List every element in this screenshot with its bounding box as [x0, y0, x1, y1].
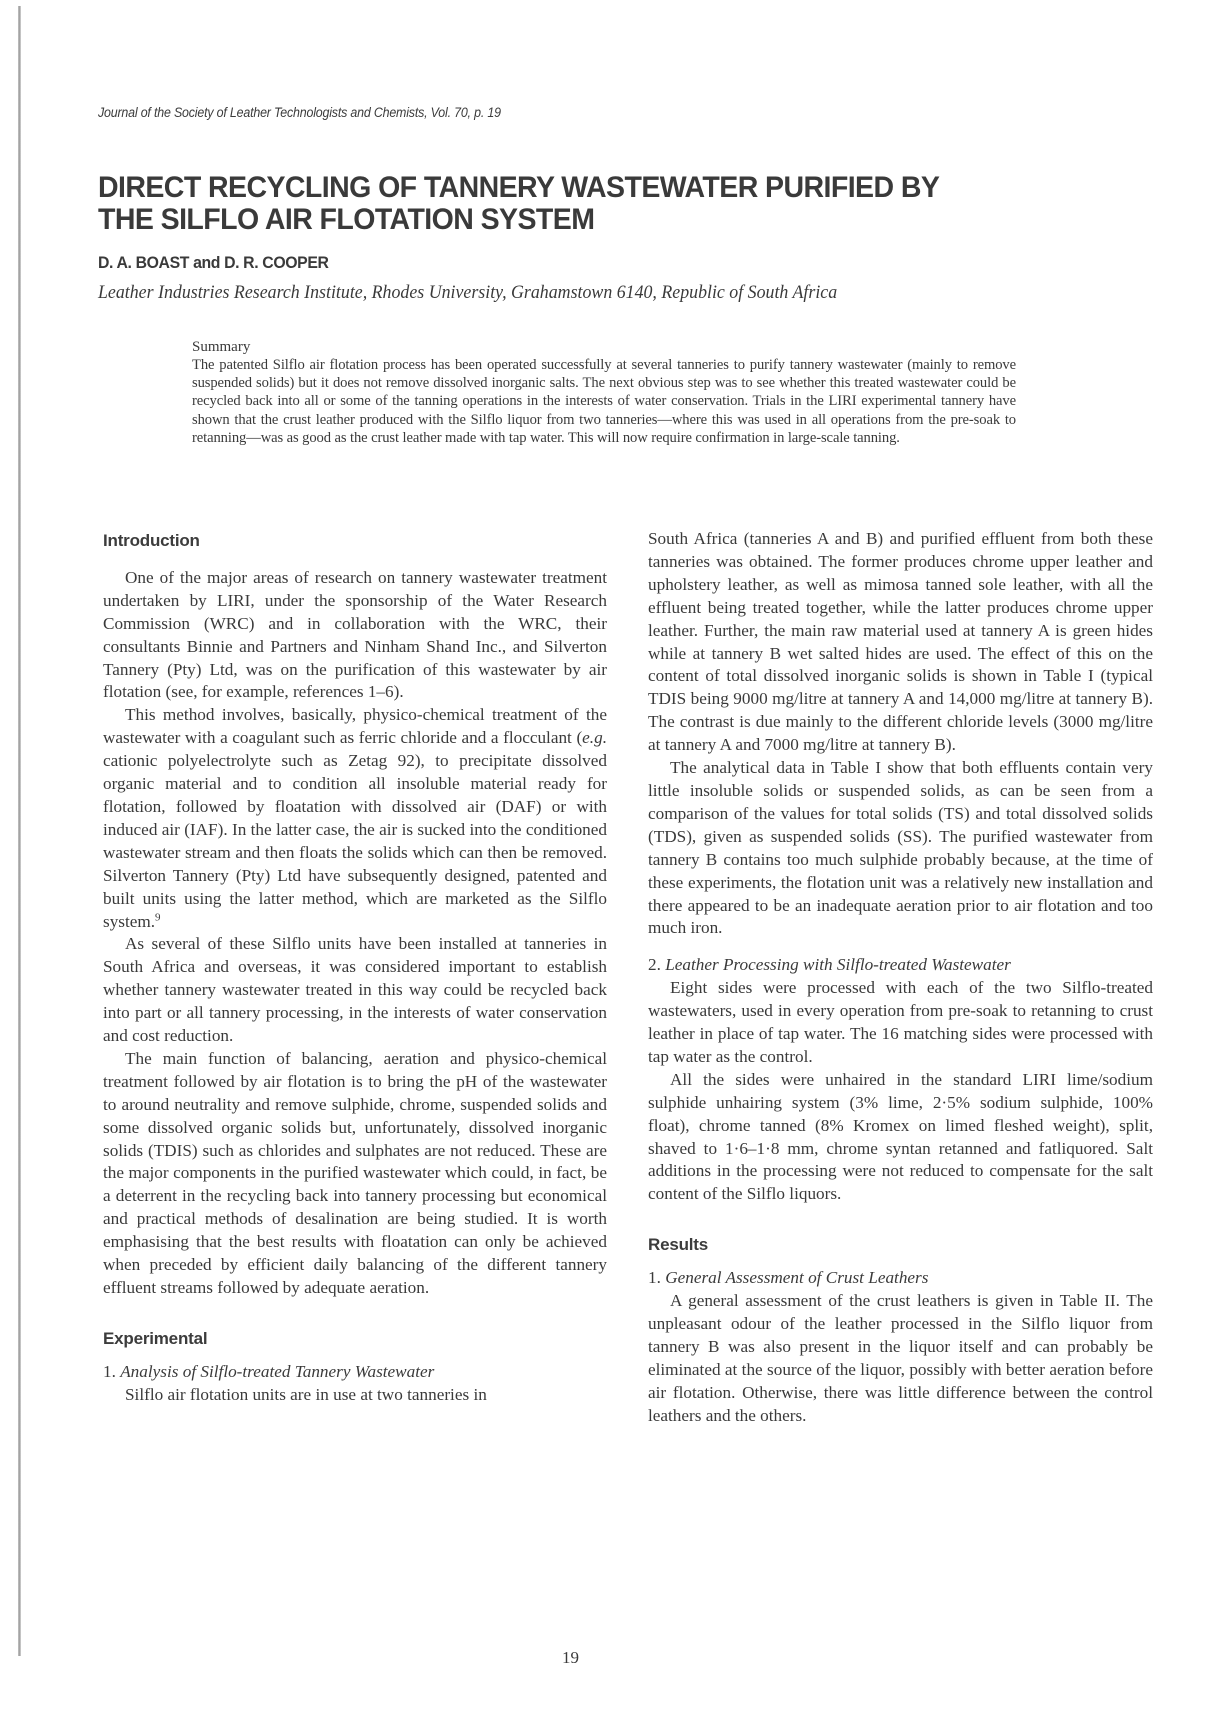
results-heading: Results: [648, 1235, 709, 1255]
intro-paragraph-2-start: This method involves, basically, physico-chemical treatment of the wastewater with a coagulant such as ferric chloride and a flocculant (: [103, 705, 607, 748]
intro-paragraph-4: The main function of balancing, aeration and physico-chemical treatment followed by air flotation is to bring the pH of the wastewater to around neutrality and remove sulphide, chrome, suspended solids and some dissolved organic solids but, unfortunately, dissolved inorganic solids (TDIS) such as chlorides and sulphates are not reduced. These are the major components in the purified wastewater which could, in fact, be a deterrent in the recycling back into tannery processing but economical and practical methods of desalination are being studied. It is worth emphasising that the best results with floatation can only be achieved when preceded by efficient daily balancing of the different tannery effluent streams followed by adequate aeration.: [103, 1048, 607, 1297]
summary-text: The patented Silflo air flotation process has been operated successfully at several tanneries to purify tannery wastewater (mainly to remove suspended solids) but it does not remove dissolved inorganic salts. The next obvious step was to see whether this treated wastewater could be recycled back into all or some of the tanning operations in the interests of water conservation. Trials in the LIRI experimental tannery have shown that the crust leather produced with the Silflo liquor from two tanneries—where this was used in all operations from the pre-soak to retanning—was as good as the crust leather made with tap water. This will now require confirmation in large-scale tanning.: [192, 357, 1016, 446]
subsection-title: General Assessment of Crust Leathers: [665, 1268, 929, 1288]
reference-superscript[interactable]: 9: [155, 910, 161, 923]
summary-heading: Summary: [192, 339, 251, 355]
experimental-paragraph-2: The analytical data in Table I show that both effluents contain very little insoluble solids or suspended solids, as can be seen from a comparison of the values for total solids (TS) and total dissolved solids (TDS), given as suspended solids (SS). The purified wastewater from tannery B contains too much sulphide probably because, at the time of these experiments, the flotation unit was a relatively new installation and there appeared to be an inadequate aeration prior to air flotation and too much iron.: [648, 758, 1153, 938]
subsection-number: 2.: [648, 955, 666, 975]
results-subsection-1-heading: [648, 1267, 1153, 1290]
subsection-number: 1.: [103, 1361, 121, 1381]
experimental-paragraph-4: All the sides were unhaired in the standard LIRI lime/sodium sulphide unhairing system (3% lime, 2·5% sodium sulphide, 100% float), chrome tanned (8% Kromex on limed fleshed weight), split, shaved to 1·6–1·8 mm, chrome syntan retanned and fatliquored. Salt additions in the processing were not reduced to compensate for the salt content of the Silflo liquors.: [648, 1069, 1153, 1204]
subsection-title: Analysis of Silflo-treated Tannery Wastewater: [120, 1361, 435, 1381]
experimental-subsection-1-heading: [103, 1361, 607, 1384]
authors: D. A. BOAST and D. R. COOPER: [98, 253, 329, 272]
experimental-subsection-2-heading: [648, 954, 1153, 977]
experimental-paragraph-1-continued: South Africa (tanneries A and B) and purified effluent from both these tanneries was obtained. The former produces chrome upper leather and upholstery leather, as well as mimosa tanned sole leather, with all the effluent being treated together, while the latter produces chrome upper leather. Further, the main raw material used at tannery A is green hides while at tannery B wet salted hides are used. The effect of this on the content of total dissolved inorganic solids is shown in Table I (typical TDIS being 9000 mg/litre at tannery A and 14,000 mg/litre at tannery B). The contrast is due mainly to the different chloride levels (3000 mg/litre at tannery A and 7000 mg/litre at tannery B).: [648, 529, 1153, 755]
intro-paragraph-2: [103, 704, 607, 933]
journal-citation: Journal of the Society of Leather Technologists and Chemists, Vol. 70, p. 19: [98, 105, 501, 120]
experimental-heading: Experimental: [103, 1328, 208, 1348]
results-paragraph-1: A general assessment of the crust leathers is given in Table II. The unpleasant odour of the leather processed in the Silflo liquor from tannery B was also present in the liquor itself and can probably be eliminated at the source of the liquor, possibly with better aeration before air flotation. Otherwise, there was little difference between the control leathers and the others.: [648, 1291, 1153, 1425]
article-title-line-1: DIRECT RECYCLING OF TANNERY WASTEWATER PURIFIED BY: [98, 171, 940, 204]
intro-paragraph-2-rest: cationic polyelectrolyte such as Zetag 92), to precipitate dissolved organic material and to condition all insoluble material ready for flotation, followed by floatation with dissolved air (DAF) or with induced air (IAF). In the latter case, the air is sucked into the conditioned wastewater stream and then floats the solids which can then be removed. Silverton Tannery (Pty) Ltd have subsequently designed, patented and built units using the latter method, which are marketed as the Silflo system.: [103, 751, 607, 931]
intro-paragraph-3: As several of these Silflo units have been installed at tanneries in South Africa and overseas, it was considered important to establish whether tannery wastewater treated in this way could be recycled back into part or all tannery processing, in the interests of water conservation and cost reduction.: [103, 934, 607, 1046]
subsection-title: Leather Processing with Silflo-treated Wastewater: [665, 955, 1011, 975]
page-number: 19: [562, 1648, 579, 1667]
subsection-number: 1.: [648, 1268, 666, 1288]
summary-block: [192, 338, 1016, 447]
left-column: [103, 530, 607, 1407]
article-title-line-2: THE SILFLO AIR FLOTATION SYSTEM: [98, 203, 595, 236]
intro-paragraph-2-eg: e.g.: [582, 728, 607, 748]
right-column: [648, 528, 1153, 1428]
scan-edge: [18, 6, 21, 1656]
introduction-heading: Introduction: [103, 531, 200, 550]
experimental-paragraph-3: Eight sides were processed with each of the two Silflo-treated wastewaters, used in every operation from pre-soak to retanning to crust leather in place of tap water. The 16 matching sides were processed with tap water as the control.: [648, 978, 1153, 1066]
affiliation: Leather Industries Research Institute, Rhodes University, Grahamstown 6140, Republic of South Africa: [98, 282, 838, 303]
article-title: [98, 172, 1067, 236]
experimental-paragraph-1-start: Silflo air flotation units are in use at two tanneries in: [125, 1384, 487, 1404]
intro-paragraph-1: One of the major areas of research on tannery wastewater treatment undertaken by LIRI, under the sponsorship of the Water Research Commission (WRC) and in collaboration with the WRC, their consultants Binnie and Partners and Ninham Shand Inc., and Silverton Tannery (Pty) Ltd, was on the purification of this wastewater by air flotation (see, for example, references 1–6).: [103, 567, 607, 702]
